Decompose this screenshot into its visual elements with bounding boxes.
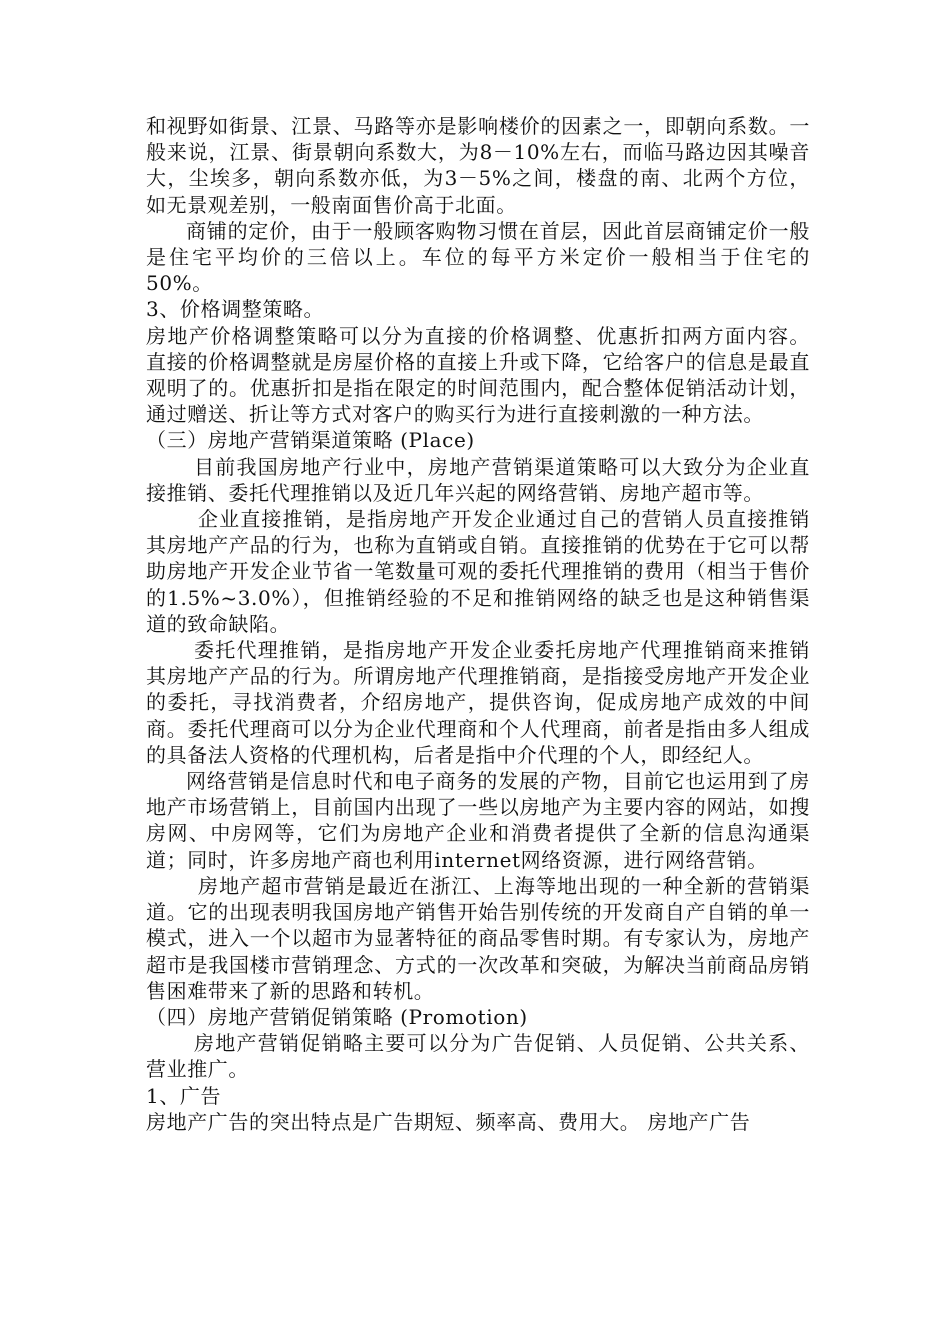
paragraph-online-marketing: 网络营销是信息时代和电子商务的发展的产物，目前它也运用到了房地产市场营销上，目前国内出现了一些以房地产为主要内容的网站，如搜房网、中房网等，它们为房地产企业和消费者提供了全新的信息沟通渠道；同时，许多房地产商也利用internet网络资源，进行网络营销。 [146, 769, 810, 872]
paragraph-agency-sales: 委托代理推销，是指房地产开发企业委托房地产代理推销商来推销其房地产产品的行为。所谓房地产代理推销商，是指接受房地产开发企业的委托，寻找消费者，介绍房地产，提供咨询，促成房地产成效的中间商。委托代理商可以分为企业代理商和个人代理商，前者是指由多人组成的具备法人资格的代理机构，后者是指中介代理的个人，即经纪人。 [146, 638, 810, 767]
heading-channel-strategy: （三）房地产营销渠道策略 (Place) [146, 428, 475, 453]
paragraph-direct-sales: 企业直接推销，是指房地产开发企业通过自己的营销人员直接推销其房地产产品的行为，也称为直销或自销。直接推销的优势在于它可以帮助房地产开发企业节省一笔数量可观的委托代理推销的费用（相当于售价的1.5%~3.0%），但推销经验的不足和推销网络的缺乏也是这种销售渠道的致命缺陷。 [146, 507, 810, 636]
paragraph-channel-overview: 目前我国房地产行业中，房地产营销渠道策略可以大致分为企业直接推销、委托代理推销以及近几年兴起的网络营销、房地产超市等。 [146, 454, 810, 505]
paragraph-orientation-coefficient: 和视野如街景、江景、马路等亦是影响楼价的因素之一，即朝向系数。一般来说，江景、街景朝向系数大，为8－10%左右，而临马路边因其噪音大，尘埃多，朝向系数亦低，为3－5%之间，楼盘的南、北两个方位，如无景观差别，一般南面售价高于北面。 [146, 114, 810, 217]
document-body [146, 113, 810, 1135]
paragraph-advertising: 房地产广告的突出特点是广告期短、频率高、费用大。 房地产广告 [146, 1109, 751, 1134]
paragraph-promotion-overview: 房地产营销促销略主要可以分为广告促销、人员促销、公共关系、营业推广。 [146, 1031, 810, 1082]
heading-price-adjustment: 3、价格调整策略。 [146, 297, 325, 322]
paragraph-shop-pricing: 商铺的定价，由于一般顾客购物习惯在首层，因此首层商铺定价一般是住宅平均价的三倍以上。车位的每平方米定价一般相当于住宅的50%。 [146, 218, 810, 296]
paragraph-supermarket-marketing: 房地产超市营销是最近在浙江、上海等地出现的一种全新的营销渠道。它的出现表明我国房地产销售开始告别传统的开发商自产自销的单一模式，进入一个以超市为显著特征的商品零售时期。有专家认为，房地产超市是我国楼市营销理念、方式的一次改革和突破，为解决当前商品房销售困难带来了新的思路和转机。 [146, 873, 810, 1003]
paragraph-price-adjustment: 房地产价格调整策略可以分为直接的价格调整、优惠折扣两方面内容。 直接的价格调整就是房屋价格的直接上升或下降，它给客户的信息是最直观明了的。优惠折扣是指在限定的时间范围内，配合整体促销活动计划，通过赠送、折让等方式对客户的购买行为进行直接刺激的一种方法。 [146, 323, 810, 427]
heading-promotion-strategy: （四）房地产营销促销策略 (Promotion) [146, 1004, 528, 1029]
heading-advertising: 1、广告 [146, 1083, 222, 1108]
